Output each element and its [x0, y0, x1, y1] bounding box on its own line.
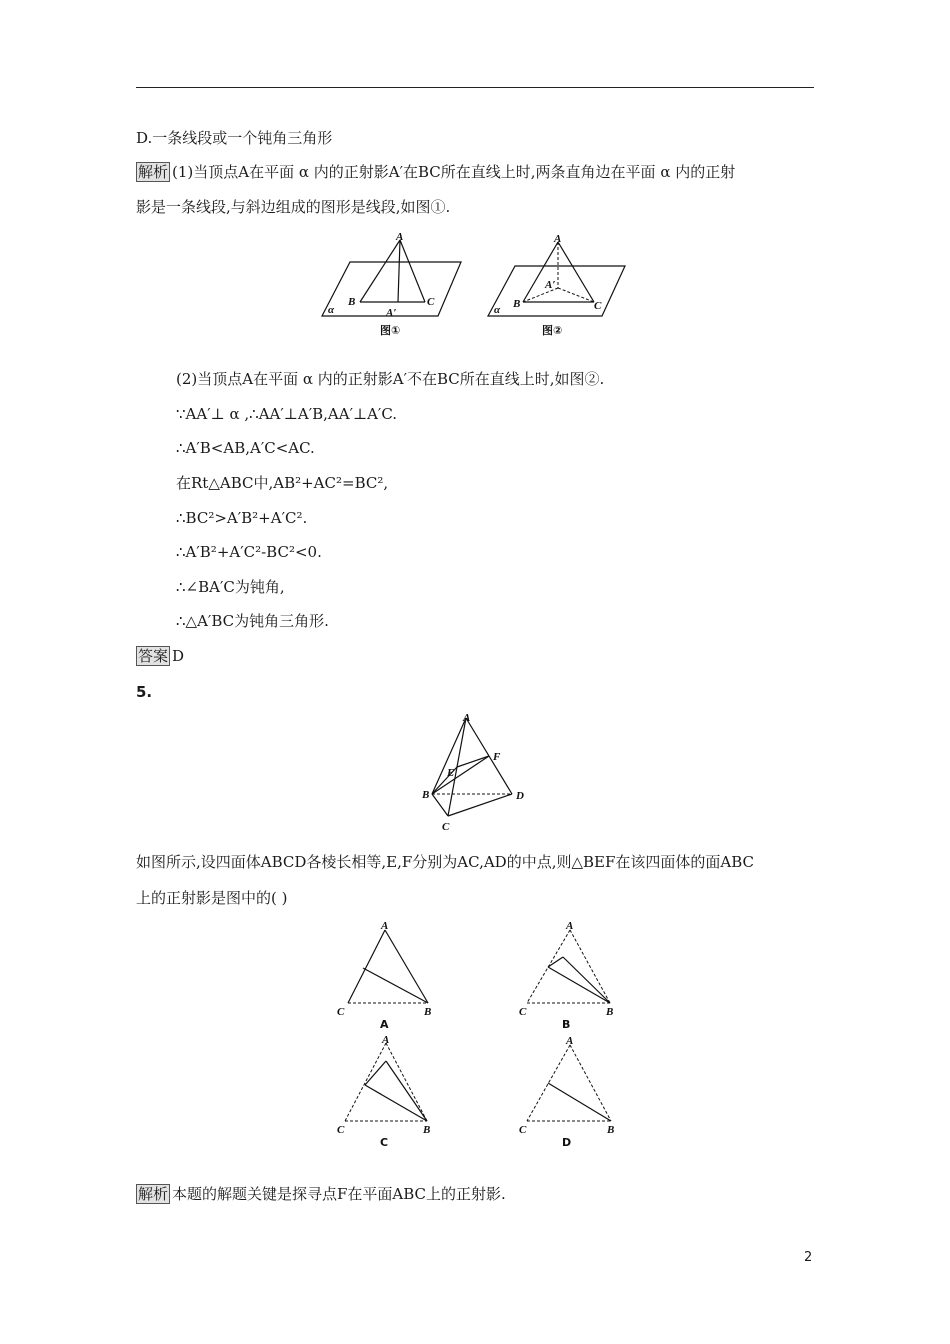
step-3: 在Rt△ABC中,AB²+AC²=BC², [176, 474, 389, 492]
step-1: ∵AA′⊥ α ,∴AA′⊥A′B,AA′⊥A′C. [176, 405, 398, 423]
tet-label-e: E [447, 767, 455, 779]
choice-a-label-a: A [381, 920, 389, 932]
tet-label-c: C [442, 821, 450, 833]
step-5: ∴A′B²+A′C²-BC²<0. [176, 543, 322, 561]
fig2-label-c: C [594, 300, 602, 312]
fig1-caption: 图① [380, 324, 401, 337]
page-number: 2 [804, 1250, 813, 1265]
fig1-label-b: B [348, 296, 356, 308]
tet-label-b: B [422, 789, 430, 801]
choice-d-label-c: C [519, 1124, 527, 1136]
tetrahedron-figure [420, 708, 540, 838]
choice-d-caption: D [562, 1136, 572, 1149]
analysis-line-3: (2)当顶点A在平面 α 内的正射影A′不在BC所在直线上时,如图②. [176, 370, 605, 388]
step-7: ∴△A′BC为钝角三角形. [176, 612, 329, 630]
answer-value: D [172, 647, 185, 665]
choice-c-caption: C [380, 1136, 389, 1149]
fig2-label-b: B [513, 298, 521, 310]
plane-alpha-2 [488, 266, 625, 316]
fig1-label-ap: A′ [386, 307, 397, 319]
fig2-label-ap: A′ [545, 279, 556, 291]
step-2: ∴A′B<AB,A′C<AC. [176, 439, 315, 457]
fig1-label-a: A [396, 231, 404, 243]
choice-b-label-a: A [566, 920, 574, 932]
choice-c-label-a: A [382, 1034, 390, 1046]
jiexi-tag: 解析 [138, 163, 169, 181]
choice-a-figure [335, 916, 445, 1034]
jiexi-tag-2: 解析 [138, 1185, 169, 1203]
tet-label-f: F [493, 751, 501, 763]
question-5-text-2: 上的正射影是图中的( ) [136, 889, 288, 907]
choice-b-figure [518, 916, 628, 1034]
choice-a-caption: A [380, 1018, 389, 1031]
choice-c-label-b: B [423, 1124, 431, 1136]
fig1-label-alpha: α [328, 304, 335, 316]
fig2-caption: 图② [542, 324, 563, 337]
choice-b-label-c: C [519, 1006, 527, 1018]
step-6: ∴∠BA′C为钝角, [176, 578, 285, 596]
header-rule [136, 87, 814, 88]
question-5-text-1: 如图所示,设四面体ABCD各棱长相等,E,F分别为AC,AD的中点,则△BEF在该四面体的面ABC [136, 853, 754, 871]
question-5-number: 5. [136, 683, 153, 701]
figure-1 [320, 230, 470, 340]
answer-line [136, 646, 184, 666]
option-d: D.一条线段或一个钝角三角形 [136, 129, 333, 147]
choice-c-label-c: C [337, 1124, 345, 1136]
analysis-line-1: 解析 (1)当顶点A在平面 α 内的正射影A′在BC所在直线上时,两条直角边在平面 α 内的正射 [138, 163, 736, 181]
choice-b-caption: B [562, 1018, 571, 1031]
choice-a-label-c: C [337, 1006, 345, 1018]
analysis-line-2: 影是一条线段,与斜边组成的图形是线段,如图①. [136, 198, 451, 216]
choice-d-figure [518, 1033, 628, 1151]
tet-label-d: D [516, 790, 524, 802]
fig1-label-c: C [427, 296, 435, 308]
choice-a-label-b: B [424, 1006, 432, 1018]
figure-2 [487, 230, 637, 340]
choice-d-label-b: B [607, 1124, 615, 1136]
question-5-analysis: 解析 本题的解题关键是探寻点F在平面ABC上的正射影. [138, 1185, 506, 1203]
choice-d-label-a: A [566, 1035, 574, 1047]
choice-c-figure [335, 1033, 445, 1151]
fig2-label-a: A [554, 233, 562, 245]
tet-label-a: A [463, 712, 471, 724]
step-4: ∴BC²>A′B²+A′C². [176, 509, 308, 527]
fig2-label-alpha: α [494, 304, 501, 316]
choice-b-label-b: B [606, 1006, 614, 1018]
daan-tag: 答案 [138, 647, 169, 665]
